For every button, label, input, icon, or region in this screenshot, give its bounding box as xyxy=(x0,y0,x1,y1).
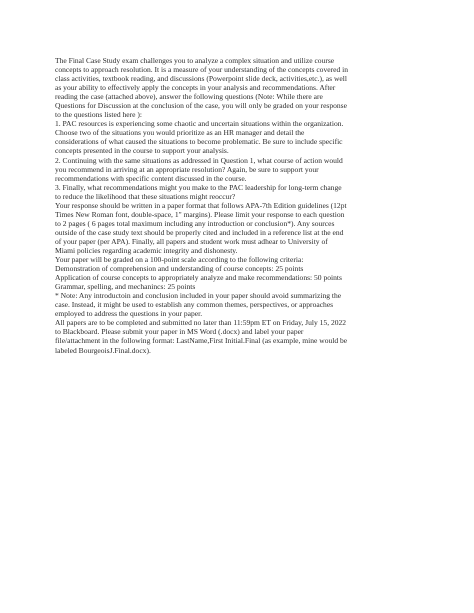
text-line: All papers are to be completed and submitted no later than 11:59pm ET on Friday, July 15, 2022 xyxy=(55,318,347,328)
text-line: you recommend in arriving at an appropriate resolution? Again, be sure to support your xyxy=(55,164,319,174)
text-line: recommendations with specific content discussed in the course. xyxy=(55,173,247,183)
text-line: The Final Case Study exam challenges you to analyze a complex situation and utilize course xyxy=(55,56,335,65)
text-line: Miami policies regarding academic integrity and dishonesty. xyxy=(55,245,238,255)
text-line: file/attachment in the following format: LastName,First Initial.Final (as example, mine would be xyxy=(55,336,348,346)
text-line: 1. PAC resources is experiencing some chaotic and uncertain situations within the organization. xyxy=(55,119,344,129)
text-line: employed to address the questions in your paper. xyxy=(55,309,203,319)
text-line: Times New Roman font, double-space, 1" margins). Please limit your response to each question xyxy=(55,209,345,219)
text-line: concepts presented in the course to support your analysis. xyxy=(55,146,229,156)
text-line: as your ability to effectively apply the concepts in your analysis and recommendations. After xyxy=(55,83,336,93)
text-line: of your paper (per APA). Finally, all papers and student work must adhear to University of xyxy=(55,236,328,246)
text-line: to reduce the likelihood that these situations might reoccur? xyxy=(55,191,236,201)
text-line: Demonstration of comprehension and understanding of course concepts: 25 points xyxy=(55,264,304,274)
text-line: 2. Continuing with the same situations as addressed in Question 1, what course of action would xyxy=(55,155,343,165)
text-line: Choose two of the situations you would prioritize as an HR manager and detail the xyxy=(55,128,305,138)
text-line: Application of course concepts to appropriately analyze and make recommendations: 50 points xyxy=(55,273,342,283)
text-line: concepts to approach resolution. It is a measure of your understanding of the concepts covered in xyxy=(55,65,348,75)
text-line: outside of the case study text should be properly cited and included in a reference list at the end xyxy=(55,227,344,237)
text-line: class activities, textbook reading, and discussions (Powerpoint slide deck, activities,etc.), as well xyxy=(55,74,347,84)
text-line: Your response should be written in a paper format that follows APA-7th Edition guidelines (12pt xyxy=(55,200,347,210)
document-body xyxy=(55,56,425,355)
text-line: * Note: Any introductoin and conclusion included in your paper should avoid summarizing the xyxy=(55,291,342,301)
text-line: Grammar, spelling, and mechanincs: 25 points xyxy=(55,282,196,292)
text-line: Your paper will be graded on a 100-point scale according to the following criteria: xyxy=(55,255,304,265)
text-line: 3. Finally, what recommendations might you make to the PAC leadership for long-term change xyxy=(55,182,342,192)
text-line: to Blackboard. Please submit your paper in MS Word (.docx) and label your paper xyxy=(55,327,304,337)
text-line: labeled BourgeoisJ.Final.docx). xyxy=(55,345,151,355)
text-line: Questions for Discussion at the conclusion of the case, you will only be graded on your response xyxy=(55,101,347,111)
text-line: to the questions listed here ): xyxy=(55,110,142,120)
text-line: reading the case (attached above), answer the following questions (Note: While there are xyxy=(55,92,323,102)
text-line: to 2 pages ( 6 pages total maximum including any introduction or conclusion*). Any sources xyxy=(55,218,335,228)
text-line: considerations of what caused the situations to become problematic. Be sure to include specific xyxy=(55,137,343,147)
text-line: case. Instead, it might be used to establish any common themes, perspectives, or approaches xyxy=(55,300,334,310)
